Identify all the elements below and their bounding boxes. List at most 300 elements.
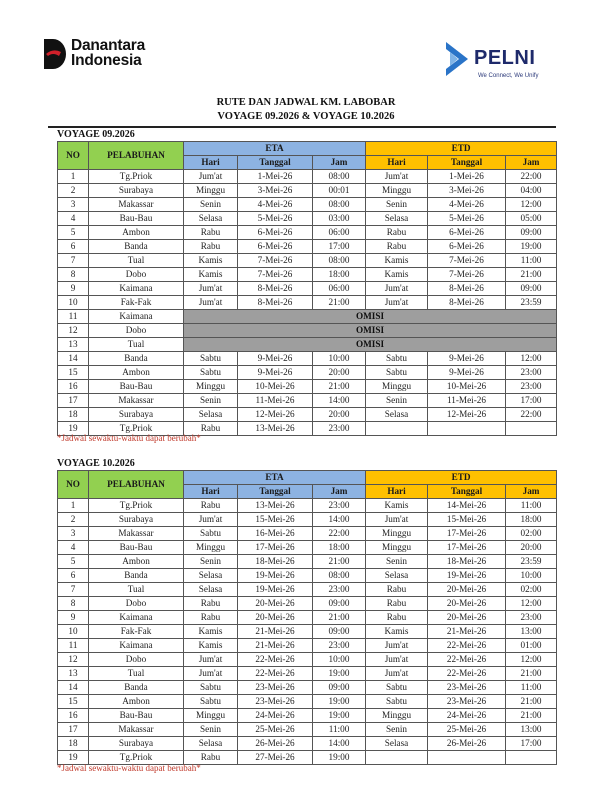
row-etd-day: Rabu xyxy=(366,240,428,254)
row-etd-day: Sabtu xyxy=(366,366,428,380)
row-etd-day: Kamis xyxy=(366,625,428,639)
col-header-eta: ETA xyxy=(184,142,366,156)
table-row xyxy=(58,282,557,296)
pelni-wordmark: PELNI xyxy=(474,47,536,69)
row-no: 6 xyxy=(58,569,89,583)
table-row xyxy=(58,667,557,681)
row-eta-date: 6-Mei-26 xyxy=(238,226,313,240)
row-port: Fak-Fak xyxy=(89,625,184,639)
row-eta-day: Kamis xyxy=(184,639,238,653)
row-no: 9 xyxy=(58,282,89,296)
row-eta-time: 06:00 xyxy=(313,226,366,240)
col-header-etd-time: Jam xyxy=(506,485,557,499)
row-etd-time: 19:00 xyxy=(506,240,557,254)
row-etd-day: Sabtu xyxy=(366,352,428,366)
row-eta-day: Minggu xyxy=(184,184,238,198)
row-eta-day: Selasa xyxy=(184,737,238,751)
row-port: Bau-Bau xyxy=(89,709,184,723)
row-eta-time: 21:00 xyxy=(313,380,366,394)
row-port: Tg.Priok xyxy=(89,422,184,436)
header-row xyxy=(58,142,557,156)
row-etd-time: 12:00 xyxy=(506,653,557,667)
row-port: Tual xyxy=(89,667,184,681)
row-etd-time: 12:00 xyxy=(506,198,557,212)
row-eta-date: 11-Mei-26 xyxy=(238,394,313,408)
row-eta-day: Sabtu xyxy=(184,695,238,709)
table-row xyxy=(58,583,557,597)
row-port: Ambon xyxy=(89,366,184,380)
row-eta-date: 4-Mei-26 xyxy=(238,198,313,212)
table-row xyxy=(58,597,557,611)
row-etd-date: 19-Mei-26 xyxy=(428,569,506,583)
row-eta-day: Kamis xyxy=(184,254,238,268)
table-row xyxy=(58,268,557,282)
col-header-etd-date: Tanggal xyxy=(428,156,506,170)
row-port: Bau-Bau xyxy=(89,380,184,394)
row-no: 13 xyxy=(58,338,89,352)
row-port: Tg.Priok xyxy=(89,751,184,765)
row-no: 16 xyxy=(58,380,89,394)
row-etd-date: 21-Mei-26 xyxy=(428,625,506,639)
row-etd-date: 18-Mei-26 xyxy=(428,555,506,569)
row-no: 18 xyxy=(58,408,89,422)
row-port: Tual xyxy=(89,254,184,268)
row-port: Dobo xyxy=(89,653,184,667)
row-eta-day: Rabu xyxy=(184,611,238,625)
row-eta-date: 7-Mei-26 xyxy=(238,254,313,268)
row-eta-day: Minggu xyxy=(184,380,238,394)
header-row xyxy=(58,471,557,485)
row-etd-day: Minggu xyxy=(366,527,428,541)
row-eta-date: 19-Mei-26 xyxy=(238,569,313,583)
table-row xyxy=(58,709,557,723)
row-port: Fak-Fak xyxy=(89,296,184,310)
row-no: 14 xyxy=(58,352,89,366)
row-etd-date: 3-Mei-26 xyxy=(428,184,506,198)
row-eta-day: Kamis xyxy=(184,268,238,282)
row-eta-date: 3-Mei-26 xyxy=(238,184,313,198)
row-port: Bau-Bau xyxy=(89,541,184,555)
row-eta-day: Jum'at xyxy=(184,653,238,667)
col-header-eta-date: Tanggal xyxy=(238,156,313,170)
row-etd-time: 23:59 xyxy=(506,555,557,569)
row-no: 8 xyxy=(58,597,89,611)
row-port: Kaimana xyxy=(89,282,184,296)
row-etd-date: 20-Mei-26 xyxy=(428,611,506,625)
row-etd-day: Jum'at xyxy=(366,667,428,681)
row-no: 5 xyxy=(58,555,89,569)
row-no: 10 xyxy=(58,296,89,310)
row-etd-date: 8-Mei-26 xyxy=(428,296,506,310)
row-port: Tual xyxy=(89,338,184,352)
row-eta-day: Kamis xyxy=(184,625,238,639)
row-eta-day: Selasa xyxy=(184,408,238,422)
table-row xyxy=(58,296,557,310)
row-etd-day: Selasa xyxy=(366,737,428,751)
row-etd-day: Sabtu xyxy=(366,695,428,709)
row-etd-time: 12:00 xyxy=(506,597,557,611)
row-etd-date: 20-Mei-26 xyxy=(428,583,506,597)
row-etd-day: Minggu xyxy=(366,709,428,723)
row-etd-day: Senin xyxy=(366,394,428,408)
row-eta-time: 14:00 xyxy=(313,394,366,408)
col-header-eta: ETA xyxy=(184,471,366,485)
row-eta-time: 08:00 xyxy=(313,254,366,268)
row-eta-time: 14:00 xyxy=(313,513,366,527)
row-eta-day: Rabu xyxy=(184,422,238,436)
row-etd-day: Senin xyxy=(366,723,428,737)
row-eta-date: 20-Mei-26 xyxy=(238,611,313,625)
row-etd-date: 9-Mei-26 xyxy=(428,366,506,380)
row-etd-date: 24-Mei-26 xyxy=(428,709,506,723)
omisi-cell: OMISI xyxy=(184,338,557,352)
row-port: Tg.Priok xyxy=(89,499,184,513)
table-row xyxy=(58,310,557,324)
col-header-etd: ETD xyxy=(366,142,557,156)
row-eta-time: 08:00 xyxy=(313,198,366,212)
row-etd-time: 13:00 xyxy=(506,723,557,737)
row-no: 19 xyxy=(58,422,89,436)
row-etd-time: 22:00 xyxy=(506,170,557,184)
row-eta-time: 21:00 xyxy=(313,296,366,310)
row-eta-day: Senin xyxy=(184,394,238,408)
row-eta-date: 13-Mei-26 xyxy=(238,499,313,513)
row-eta-time: 19:00 xyxy=(313,751,366,765)
row-eta-day: Rabu xyxy=(184,597,238,611)
row-no: 12 xyxy=(58,653,89,667)
header-divider xyxy=(48,126,556,128)
row-etd-time: 02:00 xyxy=(506,583,557,597)
row-no: 15 xyxy=(58,366,89,380)
row-eta-day: Rabu xyxy=(184,751,238,765)
danantara-line2: Indonesia xyxy=(71,52,142,69)
col-header-etd-day: Hari xyxy=(366,485,428,499)
row-etd-time: 17:00 xyxy=(506,394,557,408)
danantara-logo xyxy=(44,38,174,72)
row-etd-day: Minggu xyxy=(366,380,428,394)
row-port: Kaimana xyxy=(89,310,184,324)
row-eta-day: Selasa xyxy=(184,212,238,226)
row-eta-day: Sabtu xyxy=(184,352,238,366)
row-no: 16 xyxy=(58,709,89,723)
row-etd-day: Rabu xyxy=(366,597,428,611)
row-eta-time: 22:00 xyxy=(313,527,366,541)
row-eta-day: Sabtu xyxy=(184,366,238,380)
row-eta-date: 16-Mei-26 xyxy=(238,527,313,541)
row-port: Tual xyxy=(89,583,184,597)
row-eta-date: 8-Mei-26 xyxy=(238,296,313,310)
table-row xyxy=(58,541,557,555)
row-eta-date: 1-Mei-26 xyxy=(238,170,313,184)
row-eta-day: Selasa xyxy=(184,583,238,597)
row-etd-date: 12-Mei-26 xyxy=(428,408,506,422)
row-no: 17 xyxy=(58,394,89,408)
row-etd-day: Minggu xyxy=(366,184,428,198)
row-port: Makassar xyxy=(89,394,184,408)
row-etd-date: 4-Mei-26 xyxy=(428,198,506,212)
row-no: 2 xyxy=(58,513,89,527)
row-etd-date: 10-Mei-26 xyxy=(428,380,506,394)
row-no: 2 xyxy=(58,184,89,198)
row-eta-day: Rabu xyxy=(184,226,238,240)
row-etd-date: 22-Mei-26 xyxy=(428,667,506,681)
row-etd-date: 17-Mei-26 xyxy=(428,541,506,555)
row-eta-date: 19-Mei-26 xyxy=(238,583,313,597)
danantara-wordmark xyxy=(71,38,145,68)
row-eta-date: 21-Mei-26 xyxy=(238,639,313,653)
pelni-tagline: We Connect, We Unify xyxy=(478,73,539,79)
row-etd-day: Rabu xyxy=(366,226,428,240)
row-etd-day: Jum'at xyxy=(366,653,428,667)
table-row xyxy=(58,198,557,212)
row-eta-date: 13-Mei-26 xyxy=(238,422,313,436)
row-etd-date: 17-Mei-26 xyxy=(428,527,506,541)
row-etd-date: 7-Mei-26 xyxy=(428,254,506,268)
row-port: Ambon xyxy=(89,695,184,709)
table-row xyxy=(58,737,557,751)
row-eta-time: 03:00 xyxy=(313,212,366,226)
table-row xyxy=(58,625,557,639)
row-eta-date: 22-Mei-26 xyxy=(238,653,313,667)
row-eta-time: 23:00 xyxy=(313,499,366,513)
voyage-label: VOYAGE 10.2026 xyxy=(57,458,135,469)
col-header-no: NO xyxy=(58,142,89,170)
table-row xyxy=(58,555,557,569)
row-port: Surabaya xyxy=(89,184,184,198)
row-etd-date xyxy=(428,422,506,436)
row-etd-time: 20:00 xyxy=(506,541,557,555)
row-eta-day: Jum'at xyxy=(184,513,238,527)
row-eta-date: 7-Mei-26 xyxy=(238,268,313,282)
row-etd-date: 5-Mei-26 xyxy=(428,212,506,226)
row-etd-day: Jum'at xyxy=(366,513,428,527)
row-etd-day: Rabu xyxy=(366,611,428,625)
row-etd-day xyxy=(366,751,428,765)
schedule-note: *Jadwal sewaktu-waktu dapat berubah* xyxy=(57,763,201,773)
row-etd-time: 01:00 xyxy=(506,639,557,653)
table-row xyxy=(58,352,557,366)
row-eta-time: 11:00 xyxy=(313,723,366,737)
col-header-no: NO xyxy=(58,471,89,499)
row-etd-time: 12:00 xyxy=(506,352,557,366)
row-etd-date: 23-Mei-26 xyxy=(428,681,506,695)
row-etd-time: 21:00 xyxy=(506,695,557,709)
row-etd-time: 21:00 xyxy=(506,268,557,282)
table-row xyxy=(58,338,557,352)
row-no: 11 xyxy=(58,310,89,324)
row-eta-day: Minggu xyxy=(184,541,238,555)
table-row xyxy=(58,226,557,240)
row-eta-day: Senin xyxy=(184,555,238,569)
row-port: Tg.Priok xyxy=(89,170,184,184)
row-etd-day: Jum'at xyxy=(366,282,428,296)
row-no: 19 xyxy=(58,751,89,765)
row-port: Banda xyxy=(89,569,184,583)
row-port: Bau-Bau xyxy=(89,212,184,226)
row-etd-date xyxy=(428,751,506,765)
row-eta-day: Jum'at xyxy=(184,170,238,184)
row-eta-time: 20:00 xyxy=(313,366,366,380)
row-etd-date: 22-Mei-26 xyxy=(428,639,506,653)
col-header-eta-day: Hari xyxy=(184,156,238,170)
row-eta-date: 27-Mei-26 xyxy=(238,751,313,765)
schedule-note: *Jadwal sewaktu-waktu dapat berubah* xyxy=(57,433,201,443)
row-eta-date: 24-Mei-26 xyxy=(238,709,313,723)
table-row xyxy=(58,723,557,737)
document-subtitle: VOYAGE 09.2026 & VOYAGE 10.2026 xyxy=(217,111,395,122)
row-etd-time: 11:00 xyxy=(506,499,557,513)
row-port: Dobo xyxy=(89,597,184,611)
row-etd-date: 22-Mei-26 xyxy=(428,653,506,667)
row-etd-date: 23-Mei-26 xyxy=(428,695,506,709)
table-row xyxy=(58,611,557,625)
row-etd-time: 04:00 xyxy=(506,184,557,198)
table-row xyxy=(58,366,557,380)
row-eta-time: 19:00 xyxy=(313,695,366,709)
table-row xyxy=(58,184,557,198)
row-etd-day: Sabtu xyxy=(366,681,428,695)
row-etd-date: 8-Mei-26 xyxy=(428,282,506,296)
row-etd-date: 15-Mei-26 xyxy=(428,513,506,527)
col-header-etd-day: Hari xyxy=(366,156,428,170)
row-eta-time: 19:00 xyxy=(313,709,366,723)
row-etd-day: Jum'at xyxy=(366,639,428,653)
row-no: 15 xyxy=(58,695,89,709)
row-port: Makassar xyxy=(89,723,184,737)
row-etd-time xyxy=(506,422,557,436)
table-row xyxy=(58,170,557,184)
table-row xyxy=(58,527,557,541)
row-no: 8 xyxy=(58,268,89,282)
row-port: Banda xyxy=(89,352,184,366)
table-row xyxy=(58,212,557,226)
row-etd-date: 1-Mei-26 xyxy=(428,170,506,184)
row-no: 13 xyxy=(58,667,89,681)
row-no: 9 xyxy=(58,611,89,625)
row-eta-time: 00:01 xyxy=(313,184,366,198)
row-port: Surabaya xyxy=(89,737,184,751)
table-row xyxy=(58,394,557,408)
row-etd-day: Kamis xyxy=(366,499,428,513)
row-no: 4 xyxy=(58,212,89,226)
row-no: 5 xyxy=(58,226,89,240)
row-eta-time: 08:00 xyxy=(313,569,366,583)
row-eta-day: Sabtu xyxy=(184,681,238,695)
row-etd-time: 21:00 xyxy=(506,709,557,723)
row-etd-date: 9-Mei-26 xyxy=(428,352,506,366)
table-row xyxy=(58,569,557,583)
table-row xyxy=(58,653,557,667)
voyage-label: VOYAGE 09.2026 xyxy=(57,129,135,140)
col-header-port: PELABUHAN xyxy=(89,142,184,170)
row-etd-day: Selasa xyxy=(366,408,428,422)
pelni-logo xyxy=(444,42,564,86)
row-no: 17 xyxy=(58,723,89,737)
row-eta-time: 17:00 xyxy=(313,240,366,254)
row-eta-date: 9-Mei-26 xyxy=(238,352,313,366)
row-eta-date: 26-Mei-26 xyxy=(238,737,313,751)
row-eta-day: Rabu xyxy=(184,499,238,513)
row-etd-day: Jum'at xyxy=(366,296,428,310)
row-etd-day: Kamis xyxy=(366,268,428,282)
row-etd-day: Rabu xyxy=(366,583,428,597)
row-etd-day xyxy=(366,422,428,436)
row-etd-day: Jum'at xyxy=(366,170,428,184)
row-eta-time: 14:00 xyxy=(313,737,366,751)
schedule-table-voyage-09 xyxy=(57,141,557,436)
table-row xyxy=(58,408,557,422)
table-row xyxy=(58,499,557,513)
row-no: 11 xyxy=(58,639,89,653)
row-port: Kaimana xyxy=(89,639,184,653)
row-etd-date: 6-Mei-26 xyxy=(428,226,506,240)
row-etd-date: 6-Mei-26 xyxy=(428,240,506,254)
row-eta-date: 21-Mei-26 xyxy=(238,625,313,639)
row-etd-day: Senin xyxy=(366,555,428,569)
table-row xyxy=(58,254,557,268)
row-port: Banda xyxy=(89,681,184,695)
row-port: Surabaya xyxy=(89,513,184,527)
row-etd-time: 23:00 xyxy=(506,611,557,625)
row-port: Dobo xyxy=(89,324,184,338)
row-port: Makassar xyxy=(89,198,184,212)
row-etd-time: 02:00 xyxy=(506,527,557,541)
row-no: 7 xyxy=(58,254,89,268)
row-no: 1 xyxy=(58,499,89,513)
row-eta-time: 19:00 xyxy=(313,667,366,681)
row-eta-time: 21:00 xyxy=(313,611,366,625)
row-eta-date: 6-Mei-26 xyxy=(238,240,313,254)
row-eta-day: Senin xyxy=(184,723,238,737)
row-etd-date: 7-Mei-26 xyxy=(428,268,506,282)
row-port: Kaimana xyxy=(89,611,184,625)
row-eta-time: 09:00 xyxy=(313,597,366,611)
row-eta-date: 17-Mei-26 xyxy=(238,541,313,555)
row-etd-time: 17:00 xyxy=(506,737,557,751)
danantara-line1: Danantara xyxy=(71,37,146,54)
row-eta-day: Senin xyxy=(184,198,238,212)
row-etd-day: Selasa xyxy=(366,569,428,583)
row-no: 18 xyxy=(58,737,89,751)
table-row xyxy=(58,513,557,527)
row-port: Ambon xyxy=(89,226,184,240)
table-row xyxy=(58,681,557,695)
row-eta-date: 18-Mei-26 xyxy=(238,555,313,569)
col-header-etd-time: Jam xyxy=(506,156,557,170)
row-port: Makassar xyxy=(89,527,184,541)
row-eta-day: Minggu xyxy=(184,709,238,723)
row-etd-time: 13:00 xyxy=(506,625,557,639)
row-eta-time: 18:00 xyxy=(313,268,366,282)
row-eta-time: 23:00 xyxy=(313,639,366,653)
table-row xyxy=(58,639,557,653)
row-eta-date: 22-Mei-26 xyxy=(238,667,313,681)
row-etd-date: 11-Mei-26 xyxy=(428,394,506,408)
row-eta-date: 23-Mei-26 xyxy=(238,681,313,695)
col-header-etd: ETD xyxy=(366,471,557,485)
row-etd-time: 21:00 xyxy=(506,667,557,681)
row-no: 3 xyxy=(58,527,89,541)
row-eta-time: 08:00 xyxy=(313,170,366,184)
row-etd-day: Senin xyxy=(366,198,428,212)
row-no: 7 xyxy=(58,583,89,597)
row-etd-day: Selasa xyxy=(366,212,428,226)
schedule-table-voyage-10 xyxy=(57,470,557,765)
col-header-eta-day: Hari xyxy=(184,485,238,499)
row-eta-date: 25-Mei-26 xyxy=(238,723,313,737)
row-eta-date: 10-Mei-26 xyxy=(238,380,313,394)
table-row xyxy=(58,695,557,709)
